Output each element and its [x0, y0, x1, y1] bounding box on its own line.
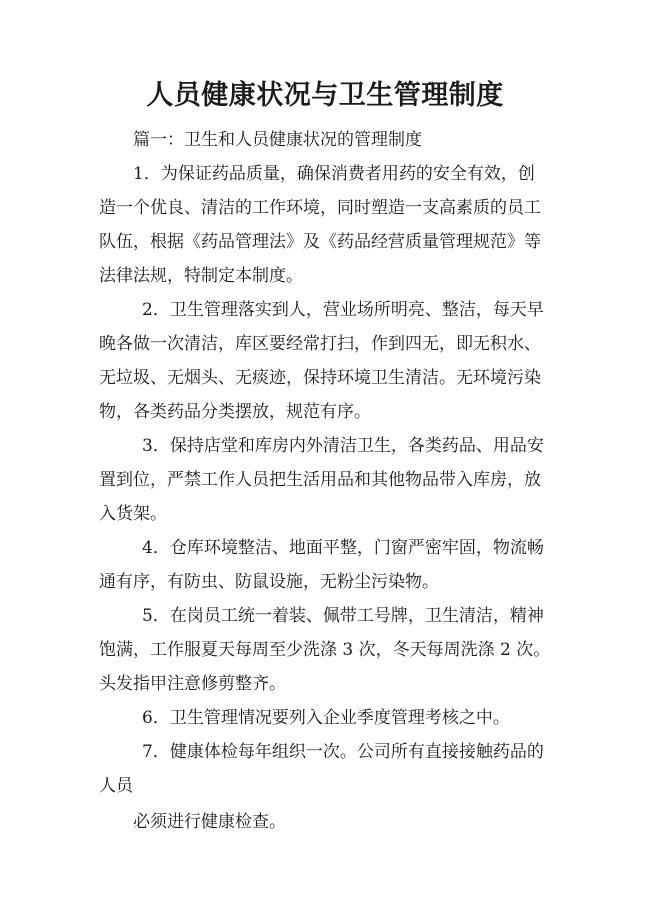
paragraph-5-line-3: 头发指甲注意修剪整齐。: [99, 674, 286, 694]
paragraph-7-line-2: 人员: [99, 776, 133, 796]
paragraph-5-line-2: 饱满，工作服夏天每周至少洗涤 3 次，冬天每周洗涤 2 次。: [99, 640, 551, 660]
paragraph-1-line-4: 法律法规，特制定本制度。: [99, 266, 303, 286]
paragraph-2-line-4: 物，各类药品分类摆放，规范有序。: [99, 402, 371, 422]
paragraph-1-line-3: 队伍，根据《药品管理法》及《药品经营质量管理规范》等: [99, 232, 541, 252]
paragraph-8-line-1: 必须进行健康检查。: [133, 812, 286, 832]
section-heading: 篇一：卫生和人员健康状况的管理制度: [133, 130, 422, 150]
paragraph-3-line-2: 置到位，严禁工作人员把生活用品和其他物品带入库房，放: [99, 470, 541, 490]
paragraph-3-line-3: 入货架。: [99, 504, 167, 524]
paragraph-1-line-1: 1．为保证药品质量，确保消费者用药的安全有效，创: [133, 164, 535, 184]
paragraph-5-line-1: 5．在岗员工统一着装、佩带工号牌，卫生清洁，精神: [142, 606, 544, 626]
paragraph-6-line-1: 6．卫生管理情况要列入企业季度管理考核之中。: [142, 708, 510, 728]
document-title: 人员健康状况与卫生管理制度: [146, 80, 504, 111]
paragraph-2-line-3: 无垃圾、无烟头、无痰迹，保持环境卫生清洁。无环境污染: [99, 368, 541, 388]
paragraph-2-line-2: 晚各做一次清洁，库区要经常打扫，作到四无，即无积水、: [99, 334, 541, 354]
paragraph-4-line-1: 4．仓库环境整洁、地面平整，门窗严密牢固，物流畅: [142, 538, 544, 558]
paragraph-2-line-1: 2．卫生管理落实到人，营业场所明亮、整洁，每天早: [142, 300, 544, 320]
paragraph-3-line-1: 3．保持店堂和库房内外清洁卫生，各类药品、用品安: [142, 436, 544, 456]
paragraph-1-line-2: 造一个优良、清洁的工作环境，同时塑造一支高素质的员工: [99, 198, 541, 218]
paragraph-7-line-1: 7．健康体检每年组织一次。公司所有直接接触药品的: [142, 742, 544, 762]
paragraph-4-line-2: 通有序，有防虫、防鼠设施，无粉尘污染物。: [99, 572, 439, 592]
